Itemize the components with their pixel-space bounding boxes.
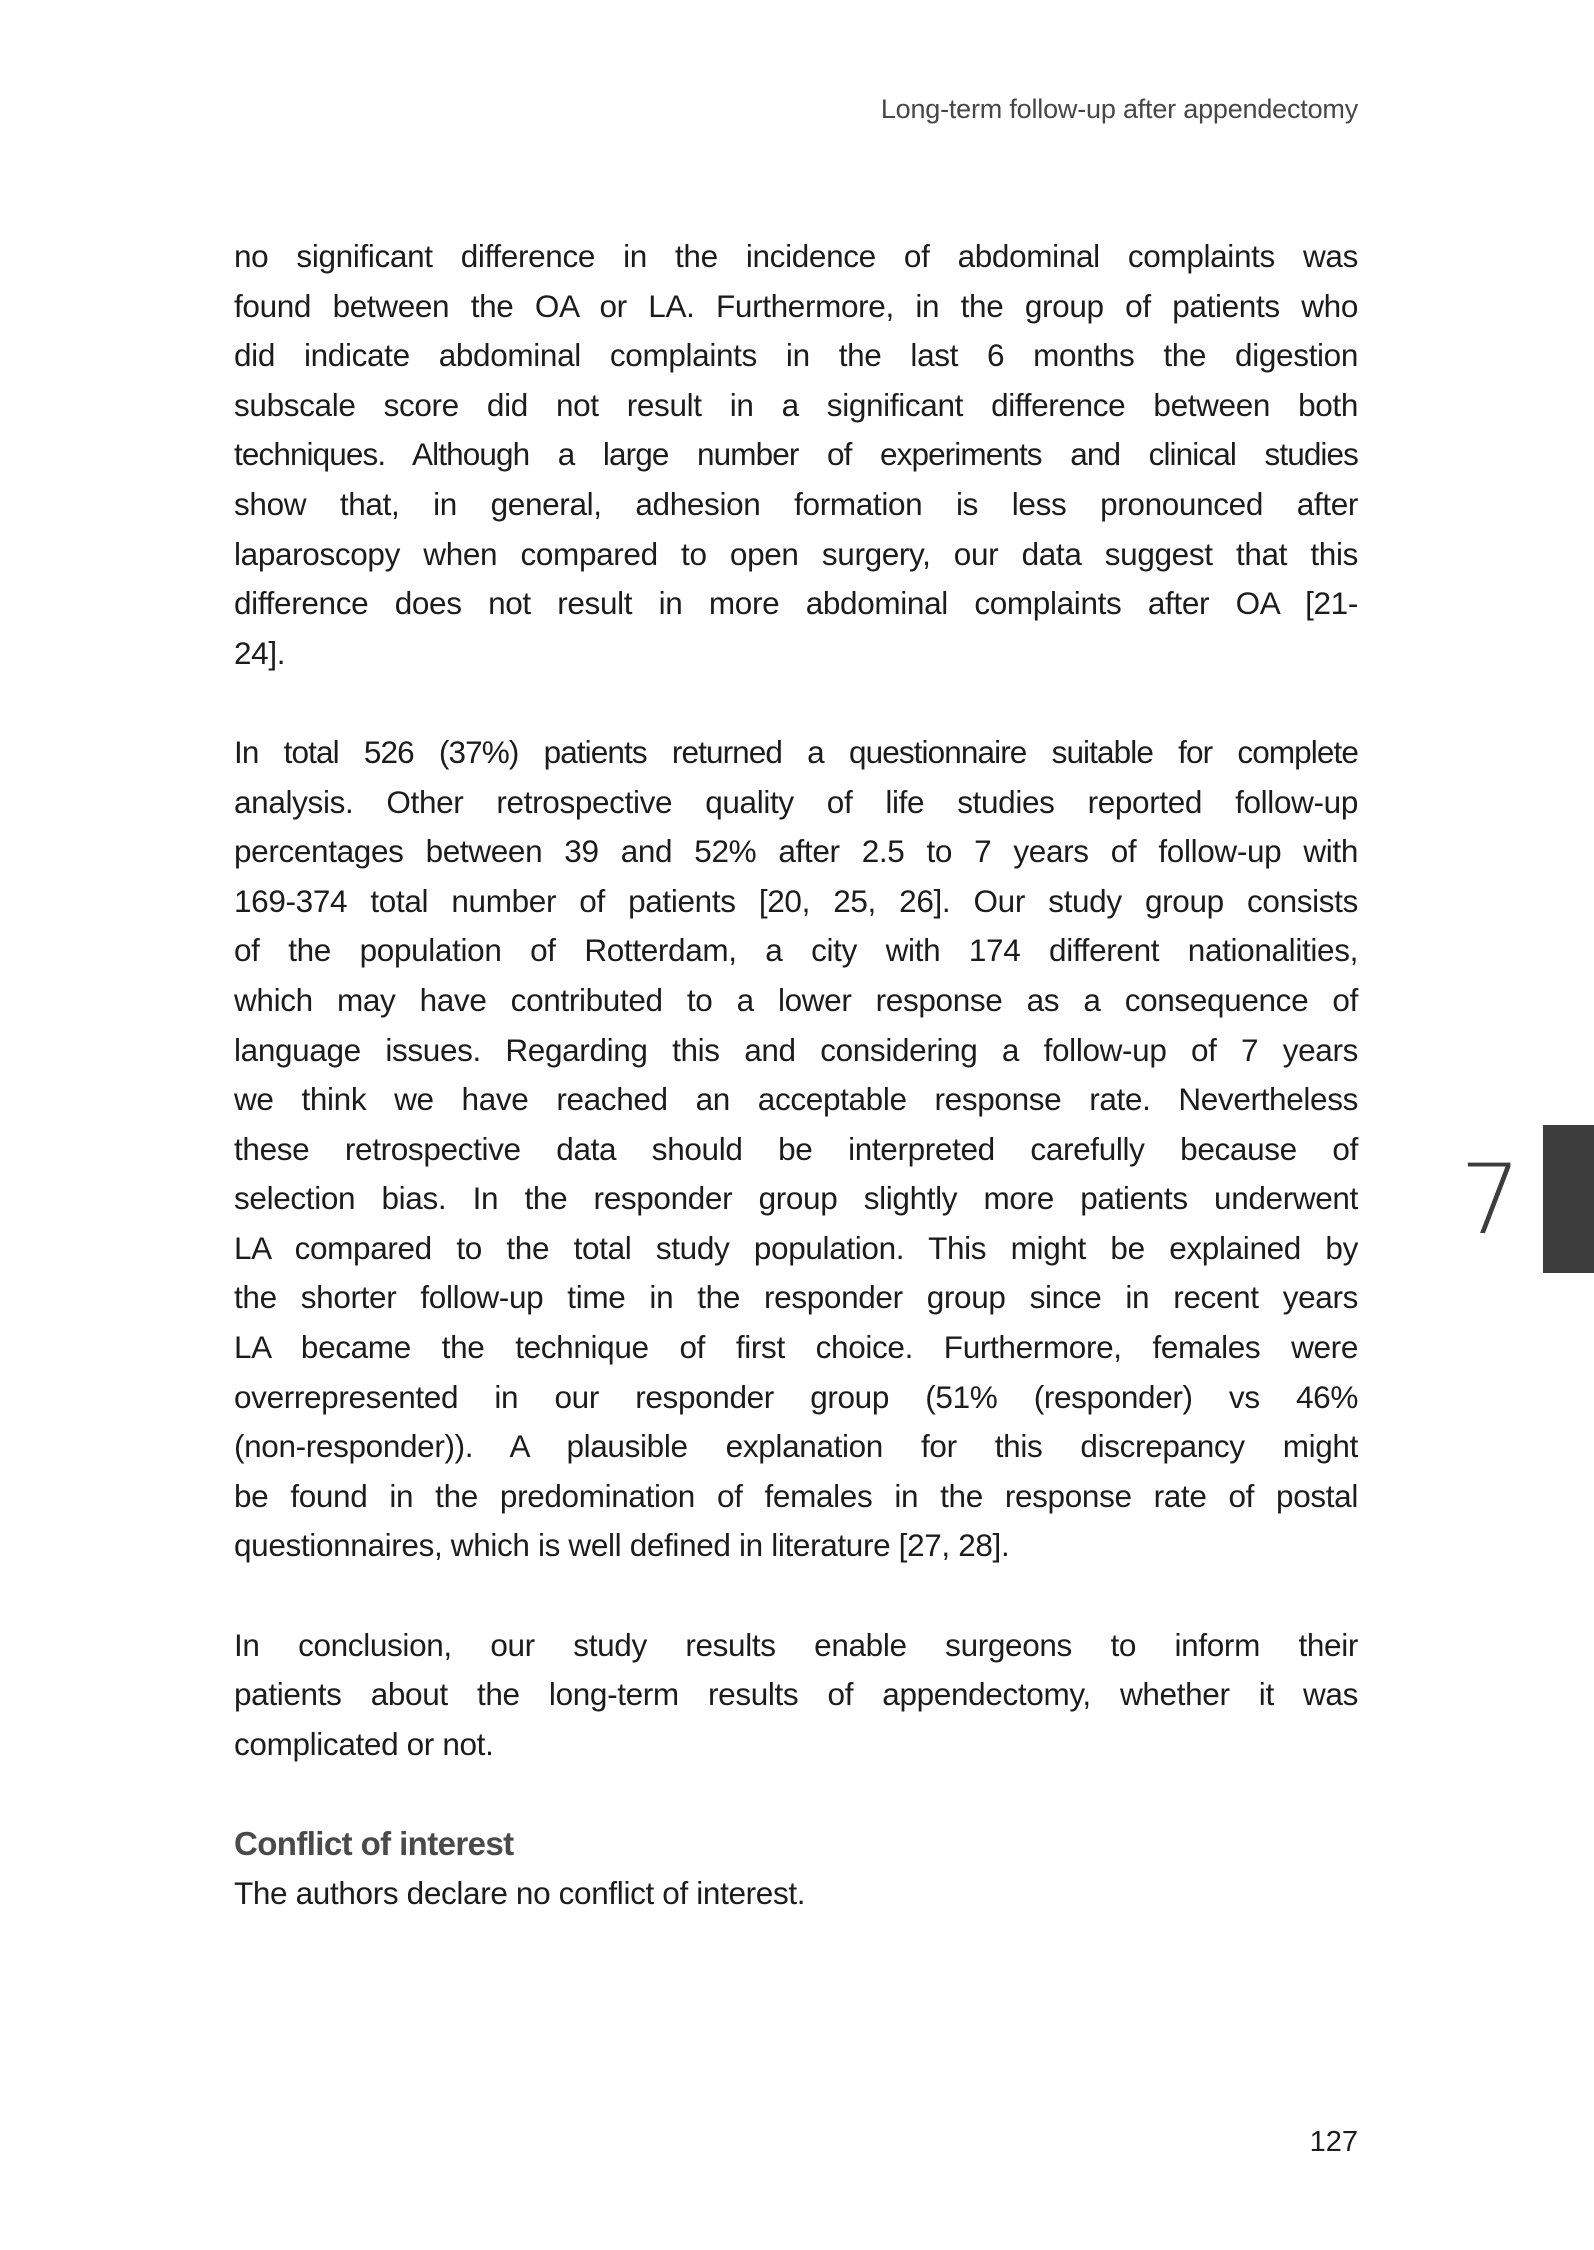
text-line: language issues. Regarding this and considering a follow-up of 7 years <box>234 1031 1358 1068</box>
text-line: In total 526 (37%) patients returned a questionnaire suitable for complete <box>234 733 1358 770</box>
text-line: percentages between 39 and 52% after 2.5 to 7 years of follow-up with <box>234 833 1358 870</box>
text-line: we think we have reached an acceptable response rate. Nevertheless <box>234 1081 1358 1118</box>
text-line: In conclusion, our study results enable surgeons to inform their <box>234 1626 1358 1663</box>
text-line: difference does not result in more abdominal complaints after OA [21- <box>234 585 1358 622</box>
section-heading: Conflict of interest <box>234 1825 514 1862</box>
text-line: 24]. <box>234 634 286 671</box>
text-line: questionnaires, which is well defined in literature [27, 28]. <box>234 1527 1010 1564</box>
text-line: complicated or not. <box>234 1725 494 1762</box>
text-line: these retrospective data should be interpreted carefully because of <box>234 1130 1358 1167</box>
text-line: of the population of Rotterdam, a city with 174 different nationalities, <box>234 932 1358 969</box>
text-line: no significant difference in the incidence of abdominal complaints was <box>234 238 1358 274</box>
text-line: show that, in general, adhesion formation is less pronounced after <box>234 485 1358 522</box>
text-line: found between the OA or LA. Furthermore, in the group of patients who <box>234 287 1358 324</box>
paragraph-spacer <box>234 678 1358 728</box>
text-line: be found in the predomination of females in the response rate of postal <box>234 1477 1358 1514</box>
paragraph-response-rate <box>234 728 1358 1571</box>
text-line: selection bias. In the responder group slightly more patients underwent <box>234 1180 1358 1217</box>
running-header: Long-term follow-up after appendectomy <box>880 94 1358 124</box>
page-number: 127 <box>1309 2126 1358 2158</box>
text-line: LA compared to the total study population. This might be explained by <box>234 1229 1358 1266</box>
text-line: patients about the long-term results of appendectomy, whether it was <box>234 1676 1358 1713</box>
text-line: which may have contributed to a lower response as a consequence of <box>234 981 1358 1018</box>
chapter-number: 7 <box>1460 1144 1522 1256</box>
text-line: subscale score did not result in a significant difference between both <box>234 386 1358 423</box>
paragraph-spacer <box>234 1571 1358 1621</box>
conflict-of-interest-text: The authors declare no conflict of interest. <box>234 1874 806 1911</box>
text-line: LA became the technique of first choice. Furthermore, females were <box>234 1329 1358 1366</box>
text-line: overrepresented in our responder group (51% (responder) vs 46% <box>234 1378 1358 1415</box>
paragraph-spacer <box>234 1769 1358 1819</box>
paragraph-conclusion <box>234 1621 1358 1770</box>
text-line: 169-374 total number of patients [20, 25, 26]. Our study group consists <box>234 882 1358 919</box>
text-line: the shorter follow-up time in the responder group since in recent years <box>234 1279 1358 1316</box>
body-text <box>234 232 1358 1918</box>
text-line: laparoscopy when compared to open surgery, our data suggest that this <box>234 535 1358 572</box>
conflict-of-interest-section <box>234 1819 1358 1918</box>
text-line: (non-responder)). A plausible explanation for this discrepancy might <box>234 1428 1358 1465</box>
text-line: did indicate abdominal complaints in the last 6 months the digestion <box>234 337 1358 374</box>
chapter-tab-marker <box>1543 1125 1594 1273</box>
paragraph-adhesion <box>234 232 1358 678</box>
text-line: analysis. Other retrospective quality of life studies reported follow-up <box>234 783 1358 820</box>
text-line: techniques. Although a large number of experiments and clinical studies <box>234 436 1358 473</box>
